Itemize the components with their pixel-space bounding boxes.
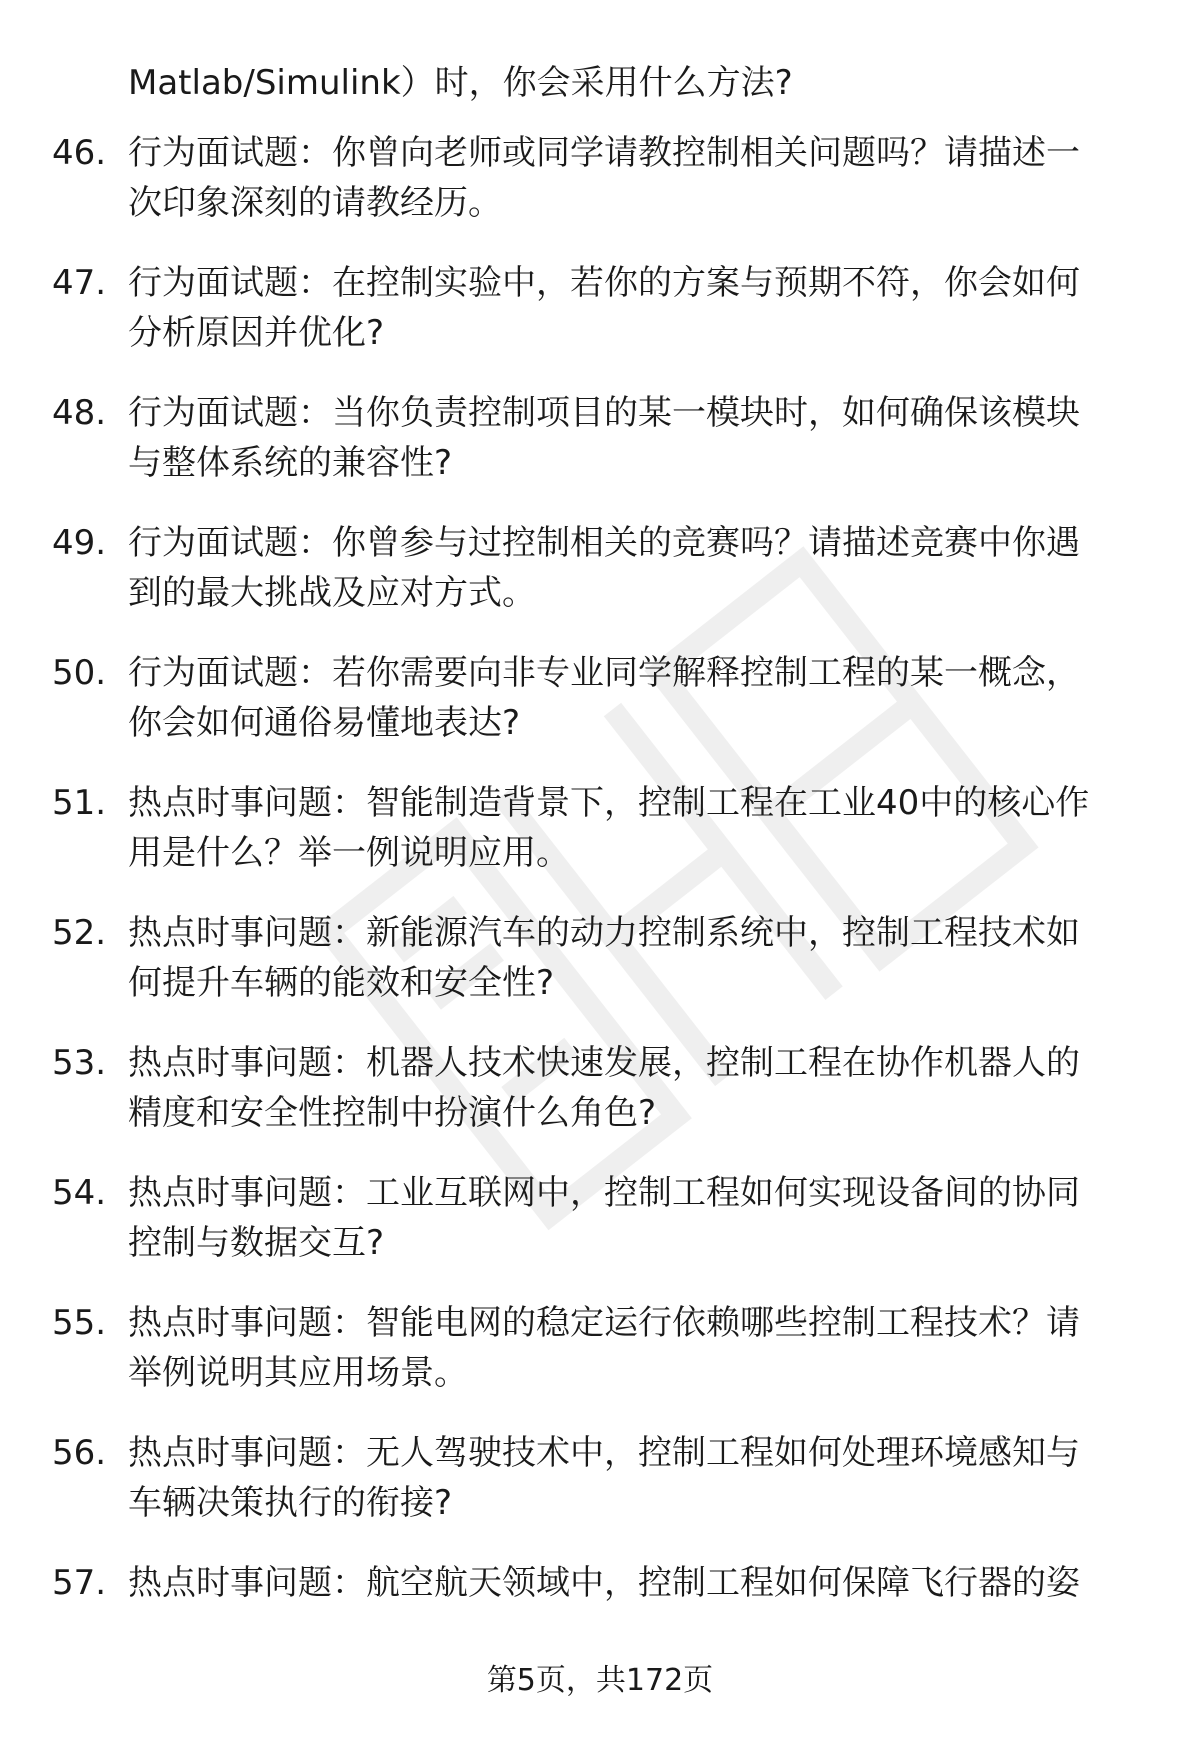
question-text: 热点时事问题：航空航天领域中，控制工程如何保障飞行器的姿 xyxy=(128,1563,1080,1603)
question-text: 行为面试题：若你需要向非专业同学解释控制工程的某一概念， 你会如何通俗易懂地表达? xyxy=(128,653,1080,743)
question-number: 51. xyxy=(52,783,107,823)
question-text: 热点时事问题：无人驾驶技术中，控制工程如何处理环境感知与 车辆决策执行的衔接? xyxy=(128,1433,1080,1523)
question-number: 57. xyxy=(52,1563,107,1603)
question-number: 47. xyxy=(52,263,107,303)
list-item xyxy=(52,128,1152,228)
question-number: 52. xyxy=(52,913,107,953)
question-text: 行为面试题：你曾参与过控制相关的竞赛吗？请描述竞赛中你遇 到的最大挑战及应对方式。 xyxy=(128,523,1080,613)
question-number: 55. xyxy=(52,1303,107,1343)
list-item xyxy=(52,1298,1152,1398)
continued-question-text: Matlab/Simulink）时，你会采用什么方法? xyxy=(128,63,793,103)
question-text: 行为面试题：当你负责控制项目的某一模块时，如何确保该模块 与整体系统的兼容性? xyxy=(128,393,1080,483)
list-item xyxy=(52,388,1152,488)
question-number: 48. xyxy=(52,393,107,433)
question-text: 热点时事问题：机器人技术快速发展，控制工程在协作机器人的 精度和安全性控制中扮演什么角色? xyxy=(128,1043,1080,1133)
list-item xyxy=(52,258,1152,358)
list-item xyxy=(52,1428,1152,1528)
list-item xyxy=(52,1038,1152,1138)
list-item xyxy=(52,648,1152,748)
list-item xyxy=(52,778,1152,878)
list-item xyxy=(52,518,1152,618)
question-text: 行为面试题：在控制实验中，若你的方案与预期不符，你会如何 分析原因并优化? xyxy=(128,263,1080,353)
question-number: 46. xyxy=(52,133,107,173)
list-item xyxy=(52,1168,1152,1268)
question-number: 54. xyxy=(52,1173,107,1213)
question-number: 56. xyxy=(52,1433,107,1473)
list-item xyxy=(52,1558,1152,1608)
question-text: 热点时事问题：工业互联网中，控制工程如何实现设备间的协同 控制与数据交互? xyxy=(128,1173,1080,1263)
question-number: 50. xyxy=(52,653,107,693)
page-number-footer: 第5页，共172页 xyxy=(486,1663,714,1698)
question-number: 53. xyxy=(52,1043,107,1083)
question-text: 行为面试题：你曾向老师或同学请教控制相关问题吗？请描述一 次印象深刻的请教经历。 xyxy=(128,133,1080,223)
question-text: 热点时事问题：智能制造背景下，控制工程在工业40中的核心作 用是什么？举一例说明应用。 xyxy=(128,783,1090,873)
question-number: 49. xyxy=(52,523,107,563)
question-text: 热点时事问题：新能源汽车的动力控制系统中，控制工程技术如 何提升车辆的能效和安全性? xyxy=(128,913,1080,1003)
list-item xyxy=(52,908,1152,1008)
question-text: 热点时事问题：智能电网的稳定运行依赖哪些控制工程技术？请 举例说明其应用场景。 xyxy=(128,1303,1080,1393)
